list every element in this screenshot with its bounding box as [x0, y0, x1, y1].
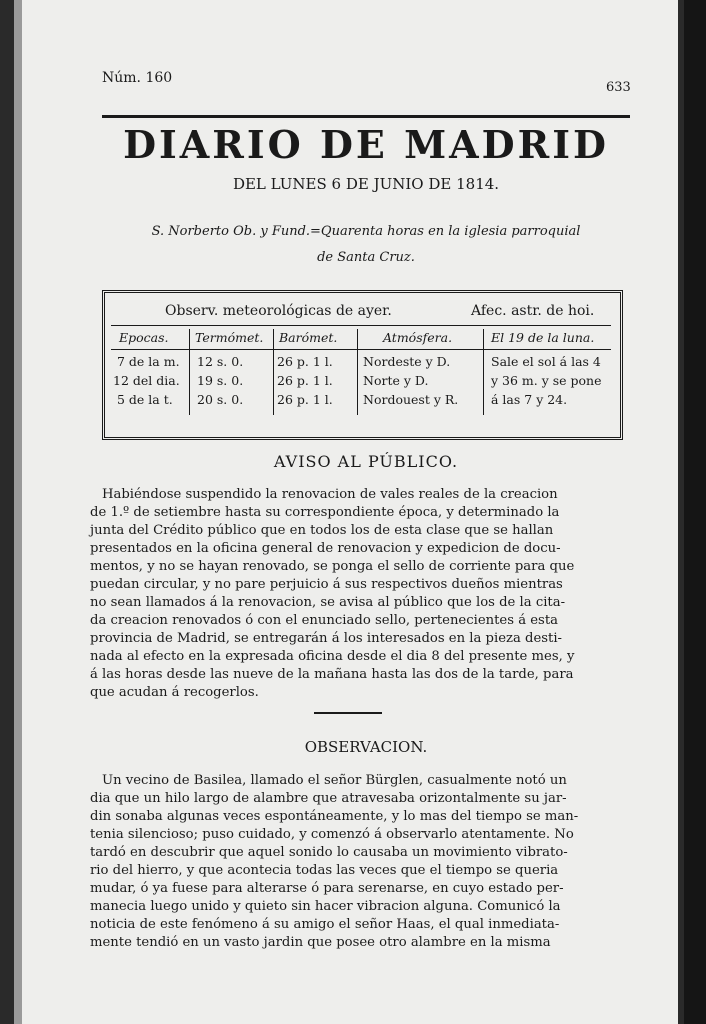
observacion-line: noticia de este fenómeno á su amigo el señor Haas, el qual inmediata- [90, 917, 560, 932]
col-divider [357, 329, 358, 415]
aviso-line: da creacion renovados ó con el enunciado sello, pertenecientes á esta [90, 613, 558, 628]
saints-line-2: de Santa Cruz. [317, 250, 415, 265]
weather-table [102, 290, 623, 440]
scan-dark-edge [684, 0, 706, 1024]
astro-title: Afec. astr. de hoi. [471, 303, 595, 319]
astro-line-2: y 36 m. y se pone [491, 373, 602, 388]
row1-termo: 12 s. 0. [197, 354, 244, 369]
page-spine-shadow [14, 0, 22, 1024]
observacion-line: tardó en descubrir que aquel sonido lo causaba un movimiento vibrato- [90, 845, 568, 860]
row1-atmos: Nordeste y D. [363, 354, 451, 369]
col-divider [483, 329, 484, 415]
col-header-termometro: Termómet. [195, 330, 264, 345]
row2-atmos: Norte y D. [363, 373, 429, 388]
page-number: 633 [606, 80, 631, 95]
observacion-line: Un vecino de Basilea, llamado el señor Bürglen, casualmente notó un [102, 773, 567, 788]
newspaper-page [14, 0, 678, 1024]
section-divider [314, 712, 382, 714]
col-header-luna: El 19 de la luna. [491, 330, 595, 345]
dateline: DEL LUNES 6 DE JUNIO DE 1814. [232, 175, 500, 193]
row2-epoca: 12 del dia. [113, 373, 180, 388]
row2-termo: 19 s. 0. [197, 373, 244, 388]
aviso-line: Habiéndose suspendido la renovacion de vales reales de la creacion [102, 487, 558, 502]
observacion-line: rio del hierro, y que acontecia todas las veces que el tiempo se queria [90, 863, 559, 878]
col-header-epocas: Epocas. [119, 330, 169, 345]
table-rule-top [111, 325, 611, 326]
col-header-atmosfera: Atmósfera. [383, 330, 453, 345]
aviso-line: junta del Crédito público que en todos los de esta clase que se hallan [90, 523, 554, 538]
observacion-line: tenia silencioso; puso cuidado, y comenzó á observarlo atentamente. No [90, 827, 574, 842]
row3-epoca: 5 de la t. [117, 392, 173, 407]
row1-epoca: 7 de la m. [117, 354, 180, 369]
astro-line-3: á las 7 y 24. [491, 392, 568, 407]
aviso-line: á las horas desde las nueve de la mañana hasta las dos de la tarde, para [90, 667, 574, 682]
row3-baro: 26 p. 1 l. [277, 392, 333, 407]
row3-termo: 20 s. 0. [197, 392, 244, 407]
observacion-line: mudar, ó ya fuese para alterarse ó para serenarse, en cuyo estado per- [90, 881, 564, 896]
aviso-line: no sean llamados á la renovacion, se avisa al público que los de la cita- [90, 595, 566, 610]
issue-number: Núm. 160 [102, 70, 173, 86]
col-divider [273, 329, 274, 415]
masthead-rule [102, 115, 630, 118]
aviso-line: puedan circular, y no pare perjuicio á sus respectivos dueños mientras [90, 577, 563, 592]
row3-atmos: Nordouest y R. [363, 392, 459, 407]
col-header-barometro: Barómet. [279, 330, 338, 345]
observacion-heading: OBSERVACION. [304, 738, 428, 756]
masthead-title: DIARIO DE MADRID [123, 122, 609, 167]
saints-line-1: S. Norberto Ob. y Fund.=Quarenta horas en la iglesia parroquial [151, 224, 581, 239]
row2-baro: 26 p. 1 l. [277, 373, 333, 388]
col-divider [189, 329, 190, 415]
weather-title: Observ. meteorológicas de ayer. [165, 303, 392, 319]
aviso-line: mentos, y no se hayan renovado, se ponga el sello de corriente para que [90, 559, 575, 574]
observacion-line: manecia luego unido y quieto sin hacer vibracion alguna. Comunicó la [90, 899, 561, 914]
row1-baro: 26 p. 1 l. [277, 354, 333, 369]
observacion-line: din sonaba algunas veces espontáneamente, y lo mas del tiempo se man- [90, 809, 579, 824]
aviso-line: provincia de Madrid, se entregarán á los interesados en la pieza desti- [90, 631, 563, 646]
observacion-line: dia que un hilo largo de alambre que atravesaba orizontalmente su jar- [90, 791, 567, 806]
observacion-line: mente tendió en un vasto jardin que posee otro alambre en la misma [90, 935, 551, 950]
aviso-line: presentados en la oficina general de renovacion y expedicion de docu- [90, 541, 561, 556]
aviso-heading: AVISO AL PÚBLICO. [273, 452, 459, 471]
aviso-line: de 1.º de setiembre hasta su correspondiente época, y determinado la [90, 505, 560, 520]
astro-line-1: Sale el sol á las 4 [491, 354, 601, 369]
aviso-line: que acudan á recogerlos. [90, 685, 259, 700]
table-rule-header [111, 349, 611, 350]
aviso-line: nada al efecto en la expresada oficina desde el dia 8 del presente mes, y [90, 649, 575, 664]
